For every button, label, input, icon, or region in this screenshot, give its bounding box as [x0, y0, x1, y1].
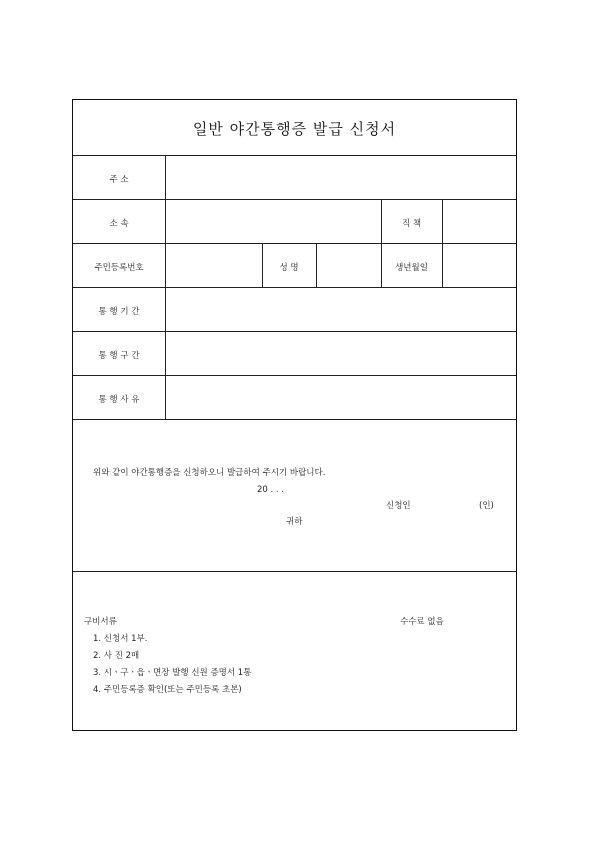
divider: [73, 571, 516, 572]
name-field[interactable]: [317, 244, 381, 287]
addressee-label: 귀하: [286, 517, 303, 527]
fee-note: 수수료 없음: [400, 617, 444, 627]
position-field[interactable]: [443, 200, 517, 243]
request-statement: 위와 같이 야간통행증을 신청하오니 발급하여 주시기 바랍니다.: [93, 468, 326, 478]
period-label: 통 행 기 간: [98, 307, 140, 317]
documents-heading: 구비서류: [84, 617, 117, 627]
document-item: 2. 사 진 2매: [93, 651, 140, 661]
applicant-label: 신청인: [386, 501, 411, 511]
reason-label: 통 행 사 유: [98, 395, 140, 405]
form-title: 일반 야간통행증 발급 신청서: [192, 120, 397, 138]
address-field[interactable]: [166, 156, 517, 199]
address-label: 주 소: [109, 175, 129, 185]
divider: [381, 199, 382, 287]
affiliation-label: 소 속: [109, 219, 129, 229]
name-label: 성 명: [279, 263, 299, 273]
document-item: 3. 시ㆍ구ㆍ읍ㆍ면장 발행 신원 증명서 1통: [93, 668, 252, 678]
birthdate-field[interactable]: [443, 244, 517, 287]
resident-number-field[interactable]: [166, 244, 262, 287]
birthdate-label: 생년월일: [395, 263, 428, 273]
position-label: 직 책: [401, 219, 422, 229]
affiliation-field[interactable]: [166, 200, 381, 243]
document-item: 4. 주민등록증 확인(또는 주민등록 초본): [93, 685, 242, 695]
reason-field[interactable]: [166, 376, 517, 419]
application-form: [72, 99, 517, 731]
resident-number-label: 주민등록번호: [94, 263, 144, 273]
section-label: 통 행 구 간: [98, 351, 140, 361]
seal-mark: (인): [479, 501, 494, 511]
divider: [73, 419, 516, 420]
document-item: 1. 신청서 1부.: [93, 634, 148, 644]
section-field[interactable]: [166, 332, 517, 375]
period-field[interactable]: [166, 288, 517, 331]
date-line: 20 . . .: [257, 485, 285, 495]
